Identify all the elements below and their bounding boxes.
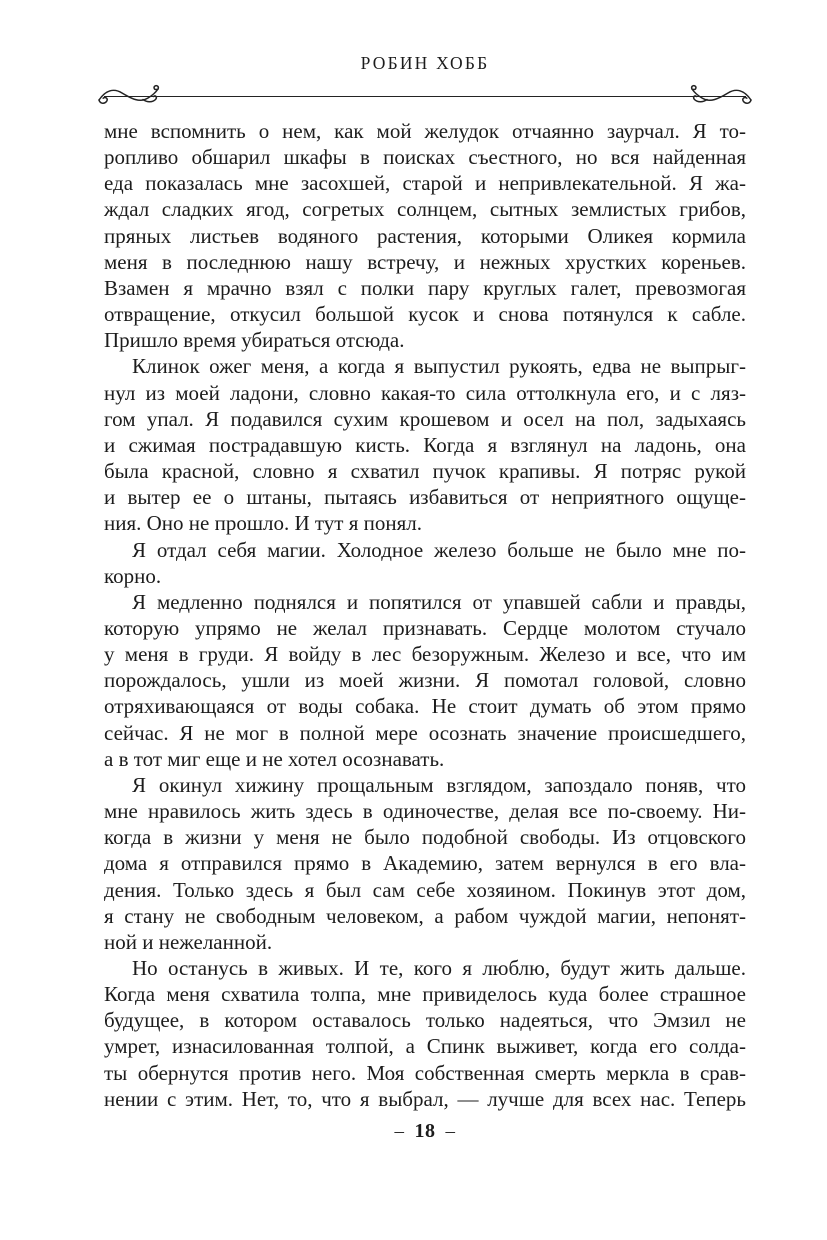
text-line: когда в жизни у меня не было подобной свободы. Из отцовского [104, 825, 746, 850]
text-line: меня в последнюю нашу встречу, и нежных хрустких кореньев. [104, 249, 746, 274]
text-line: порождалось, ушли из моей жизни. Я помотал головой, словно [104, 668, 746, 693]
page-footer [104, 1120, 746, 1143]
text-line: умрет, изнасилованная толпой, а Спинк выживет, когда его солда- [104, 1034, 746, 1059]
text-line: Я окинул хижину прощальным взглядом, запоздало поняв, что [132, 772, 746, 797]
text-line: Пришло время убираться отсюда. [104, 328, 405, 353]
header-rule [104, 96, 746, 97]
page-body [104, 118, 746, 1112]
text-line: мне вспомнить о нем, как мой желудок отчаянно заурчал. Я то- [104, 119, 746, 143]
text-line: которую упрямо не желал признавать. Сердце молотом стучало [104, 615, 746, 640]
calligraphic-flourish-left-icon [96, 84, 162, 108]
footer-left-dash: – [394, 1121, 405, 1142]
text-line: и вытер ее о штаны, пытаясь избавиться от неприятного ощуще- [104, 485, 746, 510]
text-line: была красной, словно я схватил пучок крапивы. Я потряс рукой [104, 459, 746, 484]
text-line: ты обернутся против него. Моя собственная смерть меркла в срав- [104, 1060, 746, 1085]
text-line: я стану не свободным человеком, а рабом чуждой магии, непонят- [104, 903, 746, 928]
text-line: мне нравилось жить здесь в одиночестве, делая все по-своему. Ни- [104, 799, 746, 824]
text-line: Когда меня схватила толпа, мне привиделось куда более страшное [104, 982, 746, 1007]
text-line: отвращение, откусил большой кусок и снова потянулся к сабле. [104, 302, 746, 327]
text-line: ждал сладких ягод, согретых солнцем, сытных землистых грибов, [104, 197, 746, 222]
text-line: Я отдал себя магии. Холодное железо больше не было мне по- [132, 537, 746, 562]
text-line: дома я отправился прямо в Академию, затем вернулся в его вла- [104, 851, 746, 876]
text-line: дения. Только здесь я был сам себе хозяином. Покинув этот дом, [104, 877, 746, 902]
text-line: гом упал. Я подавился сухим крошевом и осел на пол, задыхаясь [104, 406, 746, 431]
text-line: Я медленно поднялся и попятился от упавшей сабли и правды, [132, 589, 746, 614]
text-line: Клинок ожег меня, а когда я выпустил рукоять, едва не выпрыг- [132, 354, 746, 379]
running-header-author: РОБИН ХОББ [360, 53, 490, 73]
text-line: корно. [104, 563, 162, 588]
text-line: нул из моей ладони, словно какая-то сила оттолкнула его, и с ляз- [104, 380, 746, 405]
text-line: ропливо обшарил шкафы в поисках съестного, но вся найденная [104, 145, 746, 170]
text-line: и сжимая пострадавшую кисть. Когда я взглянул на ладонь, она [104, 432, 746, 457]
text-line: еда показалась мне засохшей, старой и непривлекательной. Я жа- [104, 171, 746, 196]
text-line: а в тот миг еще и не хотел осознавать. [104, 746, 445, 771]
text-line: ной и нежеланной. [104, 929, 273, 954]
text-line: ния. Оно не прошло. И тут я понял. [104, 511, 423, 536]
text-line: у меня в груди. Я войду в лес безоружным. Железо и все, что им [104, 642, 746, 667]
text-line: Но останусь в живых. И те, кого я люблю, будут жить дальше. [132, 956, 746, 980]
page-number: 18 [414, 1120, 436, 1142]
text-line: сейчас. Я не мог в полной мере осознать значение происшедшего, [104, 720, 746, 745]
text-line: Взамен я мрачно взял с полки пару круглых галет, превозмогая [104, 275, 746, 300]
footer-right-dash: – [445, 1121, 456, 1142]
text-line: будущее, в котором оставалось только надеяться, что Эмзил не [104, 1008, 746, 1033]
calligraphic-flourish-right-icon [688, 84, 754, 108]
text-line: нении с этим. Нет, то, что я выбрал, — лучше для всех нас. Теперь [104, 1086, 746, 1111]
text-line: пряных листьев водяного растения, которыми Оликея кормила [104, 223, 746, 248]
text-line: отряхивающаяся от воды собака. Не стоит думать об этом прямо [104, 694, 746, 719]
